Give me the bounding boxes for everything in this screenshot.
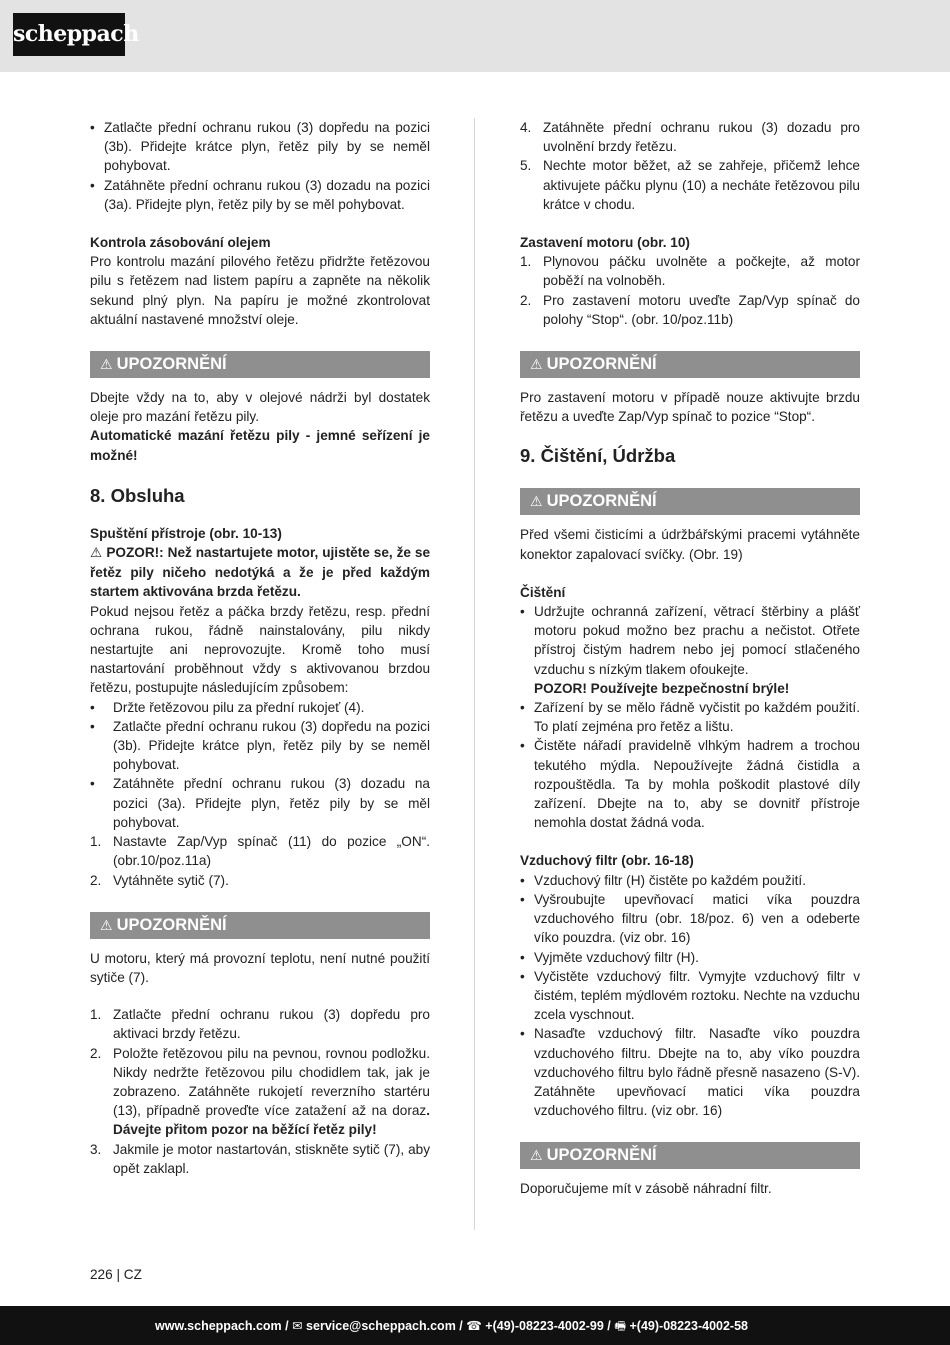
item-text: Plynovou páčku uvolněte a počkejte, až motor poběží na volnoběh. <box>543 254 860 289</box>
list-item: • Zatlačte přední ochranu rukou (3) dopředu na pozici (3b). Přidejte krátce plyn, řetěz pily by se neměl pohybovat. <box>90 118 430 176</box>
list-item <box>90 871 430 890</box>
item-text: Pro zastavení motoru uveďte Zap/Vyp spínač do polohy “Stop“. (obr. 10/poz.11b) <box>543 292 860 327</box>
warning-label: UPOZORNĚNÍ <box>546 355 657 374</box>
warning-label: UPOZORNĚNÍ <box>546 1146 657 1165</box>
website-link[interactable]: www.scheppach.com / <box>155 1319 293 1333</box>
item-number: 3. <box>90 1141 102 1157</box>
warning-label: UPOZORNĚNÍ <box>116 355 227 374</box>
item-text: Zatáhněte přední ochranu rukou (3) dozadu pro uvolnění brzdy řetězu. <box>543 120 860 155</box>
stop-warning-text: Pro zastavení motoru v případě nouze aktivujte brzdu řetězu a uveďte Zap/Vyp spínač to pozice “Stop“. <box>520 390 860 425</box>
choke-warning-text: U motoru, který má provozní teplotu, není nutné použití sytiče (7). <box>90 950 430 985</box>
warning-banner <box>520 1142 860 1169</box>
list-item <box>520 291 860 329</box>
list-item <box>520 118 860 156</box>
item-number: 2. <box>90 872 102 888</box>
numbered-list <box>520 118 860 214</box>
warning-icon: ⚠ <box>530 357 543 374</box>
item-text: Zatlačte přední ochranu rukou (3) dopředu pro aktivaci brzdy řetězu. <box>113 1007 430 1042</box>
warning-icon: ⚠ <box>100 357 113 374</box>
item-number: 1. <box>520 254 532 270</box>
bullet-list <box>520 871 860 1121</box>
fax-number: +(49)-08223-4002-58 <box>629 1319 748 1333</box>
page-header <box>0 0 950 72</box>
list-item <box>90 1044 430 1140</box>
right-column <box>520 118 860 1199</box>
list-item <box>90 1140 430 1178</box>
list-item: • Zařízení by se mělo řádně vyčistit po každém použití. To platí zejména pro řetěz a lištu. <box>520 698 860 736</box>
list-item: • Vyšroubujte upevňovací matici víka pouzdra vzduchového filtru (obr. 18/poz. 6) ven a odeberte víko pouzdra. (viz obr. 16) <box>520 890 860 948</box>
bullet-list <box>520 602 860 832</box>
item-number: 2. <box>520 292 532 308</box>
cleaning-heading: Čištění <box>520 584 566 600</box>
warning-icon: ⚠ <box>100 917 113 934</box>
list-item: • Zatáhněte přední ochranu rukou (3) dozadu na pozici (3a). Přidejte plyn, řetěz pily by se měl pohybovat. <box>90 774 430 832</box>
item-text: Jakmile je motor nastartován, stiskněte sytič (7), aby opět zaklapl. <box>113 1141 430 1176</box>
item-text: Udržujte ochranná zařízení, větrací štěrbiny a plášť motoru pokud možno bez prachu a nečistot. Otřete přístroj čistým hadrem nebo jej pomocí stlačeného vzduchu s nízkým tlakem ofoukejte. <box>534 604 860 677</box>
item-text: Vytáhněte sytič (7). <box>113 872 229 888</box>
left-column <box>90 118 430 1178</box>
section-heading-9: 9. Čištění, Údržba <box>520 445 676 467</box>
item-number: 1. <box>90 834 102 850</box>
list-item <box>90 832 430 870</box>
warning-icon: ⚠ <box>530 494 543 511</box>
spare-filter-text: Doporučujeme mít v zásobě náhradní filtr. <box>520 1181 772 1197</box>
item-number: 2. <box>90 1045 102 1061</box>
list-item: • Zatlačte přední ochranu rukou (3) dopředu na pozici (3b). Přidejte krátce plyn, řetěz pily by se neměl pohybovat. <box>90 717 430 775</box>
list-item: • Nasaďte vzduchový filtr. Nasaďte víko pouzdra vzduchového filtru. Dbejte na to, aby víko pouzdra vzduchového filtru bylo řádně přesně nasazeno (S-V). Zatáhněte upevňovací matici víka pouzdra vzduchového filtru. (viz obr. 16) <box>520 1024 860 1120</box>
phone-icon: ☎ <box>466 1318 482 1333</box>
page-number: 226 | CZ <box>90 1267 142 1282</box>
warning-label: UPOZORNĚNÍ <box>116 915 227 934</box>
list-item: • Vzduchový filtr (H) čistěte po každém použití. <box>520 871 860 890</box>
list-item <box>520 156 860 214</box>
oil-warning-text: Dbejte vždy na to, aby v olejové nádrži byl dostatek oleje pro mazání řetězu pily. <box>90 390 430 425</box>
list-item <box>520 252 860 290</box>
start-heading: Spuštění přístroje (obr. 10-13) <box>90 525 282 541</box>
item-number: 5. <box>520 158 532 174</box>
oil-check-text: Pro kontrolu mazání pilového řetězu přidržte řetězovou pilu s řetězem nad listem papíru a zapněte na několik sekund plný plyn. Na papíru je možné zkontrolovat aktuální nastavené množství oleje. <box>90 254 430 327</box>
column-divider <box>474 118 475 1230</box>
air-filter-heading: Vzduchový filtr (obr. 16-18) <box>520 853 694 869</box>
start-caution <box>90 543 430 602</box>
oil-warning-bold: Automatické mazání řetězu pily - jemné seřízení je možné! <box>90 428 430 463</box>
numbered-list <box>90 832 430 890</box>
numbered-list <box>90 1005 430 1178</box>
bullet-list <box>90 698 430 832</box>
fax-icon: 🖷 <box>614 1318 627 1333</box>
warning-banner <box>520 488 860 515</box>
warning-banner <box>520 351 860 378</box>
maintenance-warning-text: Před všemi čisticími a údržbářskými pracemi vytáhněte konektor zapalovací svíčky. (Obr. 19) <box>520 527 860 562</box>
numbered-list <box>520 252 860 329</box>
list-item: • Čistěte nářadí pravidelně vlhkým hadrem a trochou tekutého mýdla. Nepoužívejte žádná čistidla a rozpouštědla. Ta by mohla poškodit plastové díly zařízení. Dbejte na to, aby se dovnitř přístroje nemohla dostat žádná voda. <box>520 736 860 832</box>
warning-icon: ⚠ <box>530 1148 543 1165</box>
footer-contact-bar <box>0 1306 950 1345</box>
list-item <box>90 1005 430 1043</box>
email-link[interactable]: service@scheppach.com / <box>306 1319 467 1333</box>
oil-check-heading: Kontrola zásobování olejem <box>90 235 271 251</box>
stop-heading: Zastavení motoru (obr. 10) <box>520 235 690 251</box>
bullet-list <box>90 118 430 214</box>
list-item: • Držte řetězovou pilu za přední rukojeť (4). <box>90 698 430 717</box>
section-heading-8: 8. Obsluha <box>90 484 185 506</box>
warning-banner <box>90 912 430 939</box>
item-text: Nechte motor běžet, až se zahřeje, přičemž lehce aktivujete páčku plynu (10) a necháte řetězovou pilu krátce v chodu. <box>543 158 860 212</box>
list-item: • Vyjměte vzduchový filtr (H). <box>520 948 860 967</box>
list-item: • Zatáhněte přední ochranu rukou (3) dozadu na pozici (3a). Přidejte plyn, řetěz pily by se měl pohybovat. <box>90 176 430 214</box>
scheppach-logo: scheppach <box>13 13 125 56</box>
item-text: Nastavte Zap/Vyp spínač (11) do pozice „ON“. (obr.10/poz.11a) <box>113 834 430 869</box>
start-text: Pokud nejsou řetěz a páčka brzdy řetězu, resp. přední ochrana rukou, řádně nainstalovány, pilu nikdy nestartujte ani neprovozujte. Kromě toho musí nastartování proběhnout vždy s aktivovanou brzdou řetězu, postupujte následujícím způsobem: <box>90 603 430 696</box>
mail-icon: ✉ <box>292 1318 303 1333</box>
warning-label: UPOZORNĚNÍ <box>546 492 657 511</box>
warning-icon: ⚠ <box>90 545 103 562</box>
item-text-bold: POZOR! Používejte bezpečnostní brýle! <box>534 680 790 696</box>
warning-banner <box>90 351 430 378</box>
item-number: 1. <box>90 1007 102 1023</box>
start-caution-text: POZOR!: Než nastartujete motor, ujistěte se, že se řetěz pily ničeho nedotýká a že je před každým startem aktivována brzda řetězu. <box>90 545 431 600</box>
item-number: 4. <box>520 120 532 135</box>
list-item <box>520 602 860 698</box>
list-item: • Vyčistěte vzduchový filtr. Vymyjte vzduchový filtr v čistém, teplém mýdlovém roztoku. Nechte na vzduchu zcela vyschnout. <box>520 967 860 1025</box>
item-text: Položte řetězovou pilu na pevnou, rovnou podložku. Nikdy nedržte řetězovou pilu chodidlem tak, jak je zobrazeno. Zatáhněte rukojetí reverzního startéru (13), případně proveďte více zatažení až na doraz <box>113 1045 430 1119</box>
item-text-bold: . Dávejte přitom pozor na běžící řetěz pily! <box>113 1103 430 1138</box>
phone-number: +(49)-08223-4002-99 / <box>485 1319 615 1333</box>
